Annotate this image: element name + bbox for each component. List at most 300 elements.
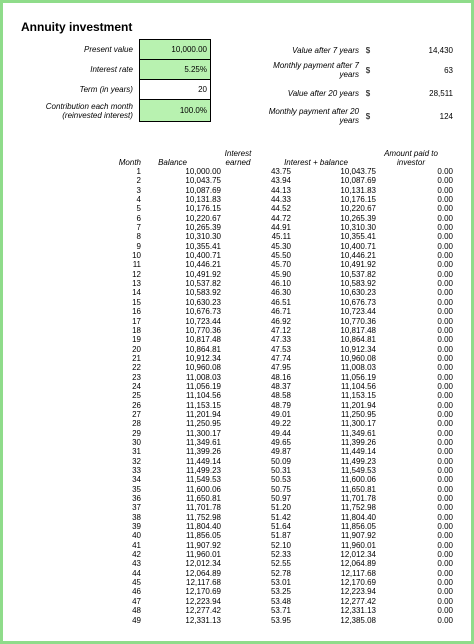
interest-rate-field[interactable]: 5.25% (139, 60, 210, 80)
interest-plus-balance-cell: 10,265.39 (340, 213, 376, 223)
amount-paid-cell: 0.00 (437, 325, 453, 335)
amount-paid-cell: 0.00 (437, 353, 453, 363)
amount-paid-cell: 0.00 (437, 269, 453, 279)
balance-cell: 11,752.98 (186, 512, 221, 522)
balance-cell: 11,250.95 (186, 419, 221, 429)
interest-earned-cell: 47.33 (270, 335, 291, 345)
amount-paid-cell: 0.00 (437, 550, 453, 560)
month-cell: 29 (132, 428, 141, 438)
month-cell: 10 (132, 251, 141, 261)
interest-earned-cell: 50.53 (270, 475, 291, 485)
balance-cell: 10,491.92 (185, 269, 221, 279)
month-cell: 22 (132, 363, 141, 373)
interest-plus-balance-cell: 10,043.75 (340, 167, 376, 176)
month-cell: 37 (132, 503, 141, 513)
balance-cell: 10,400.71 (185, 251, 221, 261)
amount-paid-cell: 0.00 (437, 363, 453, 373)
balance-cell: 10,043.75 (185, 176, 221, 186)
interest-earned-cell: 44.52 (270, 204, 291, 214)
amount-paid-cell: 0.00 (437, 484, 453, 494)
currency-symbol: $ (365, 88, 371, 98)
month-cell: 41 (132, 540, 141, 550)
interest-plus-balance-cell: 12,331.13 (340, 606, 376, 616)
currency-symbol: $ (365, 65, 371, 75)
interest-earned-cell: 46.71 (270, 307, 291, 317)
month-cell: 33 (132, 466, 141, 475)
interest-earned-cell: 53.71 (270, 606, 291, 616)
amortization-table (21, 167, 453, 625)
amount-paid-cell: 0.00 (437, 176, 453, 186)
currency-symbol: $ (365, 111, 371, 121)
amount-paid-cell: 0.00 (437, 335, 453, 345)
table-row (21, 223, 453, 232)
table-row (21, 232, 453, 241)
month-cell: 32 (132, 456, 141, 466)
table-row (21, 335, 453, 344)
interest-plus-balance-cell: 10,537.82 (340, 269, 376, 279)
balance-cell: 10,630.23 (185, 297, 221, 307)
interest-rate-label: Interest rate (90, 65, 133, 74)
balance-cell: 11,008.03 (186, 372, 221, 382)
interest-earned-cell: 44.91 (270, 223, 291, 233)
interest-earned-cell: 51.42 (270, 512, 291, 522)
amount-paid-cell: 0.00 (437, 522, 453, 532)
month-cell: 25 (132, 391, 141, 401)
interest-earned-cell: 49.44 (270, 428, 291, 438)
table-row (21, 260, 453, 269)
contribution-label: Contribution each month (reinvested interest) (45, 101, 133, 120)
interest-earned-cell: 47.74 (270, 353, 291, 363)
balance-cell: 12,331.13 (185, 615, 221, 625)
month-cell: 43 (132, 559, 141, 569)
amount-paid-cell: 0.00 (437, 279, 453, 289)
amount-paid-cell: 0.00 (437, 260, 453, 270)
balance-cell: 12,170.69 (185, 587, 221, 597)
interest-plus-balance-cell: 12,064.89 (340, 559, 376, 569)
interest-earned-cell: 45.30 (270, 241, 291, 251)
column-header-balance: Balance (158, 158, 187, 167)
amount-paid-cell: 0.00 (437, 437, 453, 447)
interest-earned-cell: 48.37 (270, 381, 291, 391)
interest-plus-balance-cell: 11,907.92 (341, 531, 376, 541)
balance-cell: 11,399.26 (186, 447, 221, 457)
amount-paid-cell: 0.00 (437, 419, 453, 429)
amount-paid-cell: 0.00 (437, 606, 453, 616)
interest-plus-balance-cell: 10,960.08 (340, 353, 376, 363)
interest-plus-balance-cell: 11,752.98 (341, 503, 376, 513)
month-cell: 31 (132, 447, 141, 457)
month-cell: 20 (132, 344, 141, 354)
amount-paid-cell: 0.00 (437, 223, 453, 233)
interest-earned-cell: 53.25 (270, 587, 291, 597)
amount-paid-cell: 0.00 (437, 316, 453, 326)
interest-plus-balance-cell: 10,770.36 (340, 316, 376, 326)
amount-paid-cell: 0.00 (437, 185, 453, 195)
table-row (21, 242, 453, 251)
month-cell: 4 (136, 195, 141, 205)
interest-earned-cell: 52.55 (270, 559, 291, 569)
table-row (21, 531, 453, 540)
balance-cell: 10,676.73 (185, 307, 221, 317)
table-row (21, 457, 453, 466)
interest-earned-cell: 51.87 (270, 531, 291, 541)
interest-earned-cell: 47.12 (270, 325, 291, 335)
month-cell: 49 (132, 615, 141, 625)
amount-paid-cell: 0.00 (437, 456, 453, 466)
amount-paid-cell: 0.00 (437, 251, 453, 261)
amount-paid-cell: 0.00 (437, 288, 453, 298)
column-header-month: Month (118, 158, 141, 167)
balance-cell: 10,583.92 (185, 288, 221, 298)
payment-20-years-label: Monthly payment after 20 years (268, 107, 359, 125)
value-20-years: 28,511 (429, 88, 453, 98)
table-row (21, 578, 453, 587)
month-cell: 3 (136, 185, 141, 195)
present-value-label: Present value (84, 45, 133, 54)
interest-earned-cell: 52.33 (270, 550, 291, 560)
table-row (21, 587, 453, 596)
table-row (21, 354, 453, 363)
month-cell: 45 (132, 578, 141, 588)
table-row (21, 270, 453, 279)
amount-paid-cell: 0.00 (437, 232, 453, 242)
balance-cell: 11,056.19 (186, 381, 221, 391)
balance-cell: 10,131.83 (185, 195, 221, 205)
table-row (21, 410, 453, 419)
interest-plus-balance-cell: 11,804.40 (341, 512, 376, 522)
amount-paid-cell: 0.00 (437, 381, 453, 391)
payment-7-years: 63 (444, 65, 453, 75)
amount-paid-cell: 0.00 (437, 195, 453, 205)
interest-earned-cell: 46.51 (270, 297, 291, 307)
present-value-field[interactable]: 10,000.00 (139, 40, 210, 60)
table-row (21, 391, 453, 400)
month-cell: 5 (136, 204, 141, 214)
table-row (21, 485, 453, 494)
balance-cell: 11,701.78 (186, 503, 221, 513)
balance-cell: 11,349.61 (186, 437, 221, 447)
interest-plus-balance-cell: 10,087.69 (340, 176, 376, 186)
interest-earned-cell: 48.79 (270, 400, 291, 410)
table-row (21, 204, 453, 213)
amount-paid-cell: 0.00 (437, 204, 453, 214)
month-cell: 8 (136, 232, 141, 242)
month-cell: 26 (132, 400, 141, 410)
month-cell: 34 (132, 475, 141, 485)
balance-cell: 10,355.41 (185, 241, 221, 251)
table-row (21, 251, 453, 260)
interest-earned-cell: 53.48 (270, 596, 291, 606)
amount-paid-cell: 0.00 (437, 531, 453, 541)
interest-earned-cell: 44.33 (270, 195, 291, 205)
interest-plus-balance-cell: 11,701.78 (341, 494, 376, 504)
input-parameters (21, 39, 211, 122)
interest-earned-cell: 47.95 (270, 363, 291, 373)
table-row (21, 176, 453, 185)
interest-earned-cell: 48.58 (270, 391, 291, 401)
balance-cell: 10,817.48 (185, 335, 221, 345)
interest-earned-cell: 46.30 (270, 288, 291, 298)
results-summary (263, 43, 453, 129)
interest-plus-balance-cell: 10,355.41 (340, 232, 376, 242)
month-cell: 7 (136, 223, 141, 233)
interest-earned-cell: 44.13 (270, 185, 291, 195)
amount-paid-cell: 0.00 (437, 409, 453, 419)
table-row (21, 288, 453, 297)
amount-paid-cell: 0.00 (437, 494, 453, 504)
amount-paid-cell: 0.00 (437, 372, 453, 382)
month-cell: 44 (132, 568, 141, 578)
table-row (21, 429, 453, 438)
table-row (21, 317, 453, 326)
amount-paid-cell: 0.00 (437, 297, 453, 307)
interest-earned-cell: 48.16 (270, 372, 291, 382)
table-row (21, 606, 453, 615)
value-20-years-label: Value after 20 years (287, 88, 359, 98)
table-row (21, 447, 453, 456)
interest-earned-cell: 45.50 (270, 251, 291, 261)
month-cell: 14 (132, 288, 141, 298)
table-row (21, 550, 453, 559)
month-cell: 9 (136, 241, 141, 251)
interest-earned-cell: 45.11 (271, 232, 291, 242)
amount-paid-cell: 0.00 (437, 213, 453, 223)
interest-plus-balance-cell: 11,449.14 (341, 447, 376, 457)
balance-cell: 12,223.94 (185, 596, 221, 606)
interest-plus-balance-cell: 10,912.34 (340, 344, 376, 354)
table-row (21, 214, 453, 223)
term-label: Term (in years) (79, 85, 133, 94)
month-cell: 15 (132, 297, 141, 307)
interest-earned-cell: 50.09 (270, 456, 291, 466)
column-header-interest-balance: Interest + balance (284, 158, 348, 167)
table-row (21, 438, 453, 447)
month-cell: 35 (132, 484, 141, 494)
interest-earned-cell: 51.20 (270, 503, 291, 513)
interest-plus-balance-cell: 10,491.92 (340, 260, 376, 270)
balance-cell: 11,856.05 (186, 531, 221, 541)
month-cell: 18 (132, 325, 141, 335)
month-cell: 38 (132, 512, 141, 522)
amount-paid-cell: 0.00 (437, 241, 453, 251)
term-field[interactable]: 20 (139, 80, 210, 100)
interest-plus-balance-cell: 11,153.15 (341, 391, 376, 401)
month-cell: 12 (132, 269, 141, 279)
interest-plus-balance-cell: 12,223.94 (340, 587, 376, 597)
interest-plus-balance-cell: 12,117.68 (341, 568, 376, 578)
balance-cell: 10,446.21 (185, 260, 221, 270)
balance-cell: 11,600.06 (186, 484, 221, 494)
table-row (21, 597, 453, 606)
balance-cell: 11,300.17 (186, 428, 221, 438)
value-7-years-label: Value after 7 years (292, 45, 359, 55)
balance-cell: 12,012.34 (185, 559, 221, 569)
table-row (21, 326, 453, 335)
interest-plus-balance-cell: 11,104.56 (341, 381, 376, 391)
interest-plus-balance-cell: 11,600.06 (341, 475, 376, 485)
month-cell: 42 (132, 550, 141, 560)
balance-cell: 10,912.34 (185, 353, 221, 363)
balance-cell: 10,864.81 (185, 344, 221, 354)
amount-paid-cell: 0.00 (437, 307, 453, 317)
balance-cell: 10,265.39 (185, 223, 221, 233)
interest-plus-balance-cell: 12,385.08 (340, 615, 376, 625)
interest-plus-balance-cell: 11,250.95 (341, 409, 376, 419)
amount-paid-cell: 0.00 (437, 466, 453, 475)
month-cell: 13 (132, 279, 141, 289)
interest-plus-balance-cell: 10,400.71 (340, 241, 376, 251)
interest-earned-cell: 52.78 (270, 568, 291, 578)
balance-cell: 12,064.89 (185, 568, 221, 578)
interest-plus-balance-cell: 10,583.92 (340, 279, 376, 289)
interest-plus-balance-cell: 10,817.48 (340, 325, 376, 335)
interest-plus-balance-cell: 11,650.81 (341, 484, 376, 494)
month-cell: 2 (136, 176, 141, 186)
table-row (21, 569, 453, 578)
interest-plus-balance-cell: 11,960.01 (341, 540, 376, 550)
amount-paid-cell: 0.00 (437, 587, 453, 597)
balance-cell: 10,000.00 (185, 167, 221, 176)
interest-earned-cell: 43.94 (270, 176, 291, 186)
interest-plus-balance-cell: 11,008.03 (341, 363, 376, 373)
month-cell: 39 (132, 522, 141, 532)
balance-cell: 10,310.30 (185, 232, 221, 242)
balance-cell: 11,153.15 (186, 400, 221, 410)
page-title: Annuity investment (21, 20, 133, 34)
interest-plus-balance-cell: 11,056.19 (341, 372, 376, 382)
interest-earned-cell: 45.90 (270, 269, 291, 279)
table-header (21, 141, 461, 167)
value-7-years: 14,430 (428, 45, 453, 55)
balance-cell: 10,960.08 (185, 363, 221, 373)
balance-cell: 11,907.92 (186, 540, 221, 550)
amount-paid-cell: 0.00 (437, 540, 453, 550)
table-row (21, 186, 453, 195)
payment-20-years: 124 (439, 111, 453, 121)
table-row (21, 363, 453, 372)
balance-cell: 11,201.94 (186, 409, 221, 419)
column-header-interest-earned: Interest earned (224, 149, 252, 167)
amount-paid-cell: 0.00 (437, 475, 453, 485)
interest-earned-cell: 46.92 (270, 316, 291, 326)
balance-cell: 12,117.68 (186, 578, 221, 588)
table-row (21, 494, 453, 503)
interest-plus-balance-cell: 10,864.81 (340, 335, 376, 345)
interest-plus-balance-cell: 12,170.69 (340, 578, 376, 588)
interest-plus-balance-cell: 11,201.94 (341, 400, 376, 410)
month-cell: 19 (132, 335, 141, 345)
interest-plus-balance-cell: 10,723.44 (340, 307, 376, 317)
interest-earned-cell: 44.72 (270, 213, 291, 223)
interest-plus-balance-cell: 10,676.73 (340, 297, 376, 307)
balance-cell: 10,087.69 (185, 185, 221, 195)
currency-symbol: $ (365, 45, 371, 55)
interest-earned-cell: 52.10 (270, 540, 291, 550)
table-row (21, 382, 453, 391)
interest-earned-cell: 53.01 (270, 578, 291, 588)
amount-paid-cell: 0.00 (437, 503, 453, 513)
amount-paid-cell: 0.00 (437, 391, 453, 401)
month-cell: 27 (132, 409, 141, 419)
month-cell: 23 (132, 372, 141, 382)
table-row (21, 195, 453, 204)
interest-plus-balance-cell: 10,176.15 (340, 195, 376, 205)
month-cell: 36 (132, 494, 141, 504)
month-cell: 24 (132, 381, 141, 391)
table-row (21, 541, 453, 550)
balance-cell: 10,537.82 (185, 279, 221, 289)
month-cell: 46 (132, 587, 141, 597)
table-row (21, 513, 453, 522)
amount-paid-cell: 0.00 (437, 559, 453, 569)
amount-paid-cell: 0.00 (437, 447, 453, 457)
table-row (21, 279, 453, 288)
interest-plus-balance-cell: 11,499.23 (341, 456, 376, 466)
table-row (21, 503, 453, 512)
interest-earned-cell: 47.53 (270, 344, 291, 354)
interest-earned-cell: 51.64 (270, 522, 291, 532)
balance-cell: 10,176.15 (185, 204, 221, 214)
interest-earned-cell: 43.75 (270, 167, 291, 176)
interest-plus-balance-cell: 11,399.26 (341, 437, 376, 447)
month-cell: 30 (132, 437, 141, 447)
interest-plus-balance-cell: 10,310.30 (340, 223, 376, 233)
balance-cell: 11,549.53 (186, 475, 221, 485)
balance-cell: 12,277.42 (185, 606, 221, 616)
table-row (21, 522, 453, 531)
interest-earned-cell: 49.87 (270, 447, 291, 457)
amount-paid-cell: 0.00 (437, 596, 453, 606)
interest-earned-cell: 50.97 (270, 494, 291, 504)
balance-cell: 10,770.36 (185, 325, 221, 335)
interest-earned-cell: 53.95 (270, 615, 291, 625)
contribution-field[interactable]: 100.0% (139, 100, 210, 122)
amount-paid-cell: 0.00 (437, 578, 453, 588)
table-row (21, 616, 453, 625)
balance-cell: 11,449.14 (186, 456, 221, 466)
table-row (21, 373, 453, 382)
table-row (21, 167, 453, 176)
month-cell: 11 (132, 260, 141, 270)
interest-earned-cell: 45.70 (270, 260, 291, 270)
table-row (21, 298, 453, 307)
interest-earned-cell: 46.10 (270, 279, 291, 289)
interest-plus-balance-cell: 11,856.05 (341, 522, 376, 532)
interest-earned-cell: 49.65 (270, 437, 291, 447)
balance-cell: 11,650.81 (186, 494, 221, 504)
balance-cell: 11,804.40 (186, 522, 221, 532)
month-cell: 1 (136, 167, 141, 176)
table-row (21, 419, 453, 428)
month-cell: 16 (132, 307, 141, 317)
interest-earned-cell: 50.75 (270, 484, 291, 494)
column-header-amount-paid: Amount paid to investor (384, 149, 438, 167)
interest-plus-balance-cell: 12,012.34 (340, 550, 376, 560)
amount-paid-cell: 0.00 (437, 615, 453, 625)
payment-7-years-label: Monthly payment after 7 years (273, 61, 359, 79)
amount-paid-cell: 0.00 (437, 344, 453, 354)
month-cell: 28 (132, 419, 141, 429)
amount-paid-cell: 0.00 (437, 167, 453, 176)
interest-plus-balance-cell: 11,300.17 (341, 419, 376, 429)
interest-plus-balance-cell: 10,446.21 (340, 251, 376, 261)
interest-earned-cell: 49.22 (270, 419, 291, 429)
balance-cell: 10,723.44 (185, 316, 221, 326)
month-cell: 17 (132, 316, 141, 326)
balance-cell: 11,499.23 (186, 466, 221, 475)
balance-cell: 11,104.56 (186, 391, 221, 401)
table-row (21, 345, 453, 354)
